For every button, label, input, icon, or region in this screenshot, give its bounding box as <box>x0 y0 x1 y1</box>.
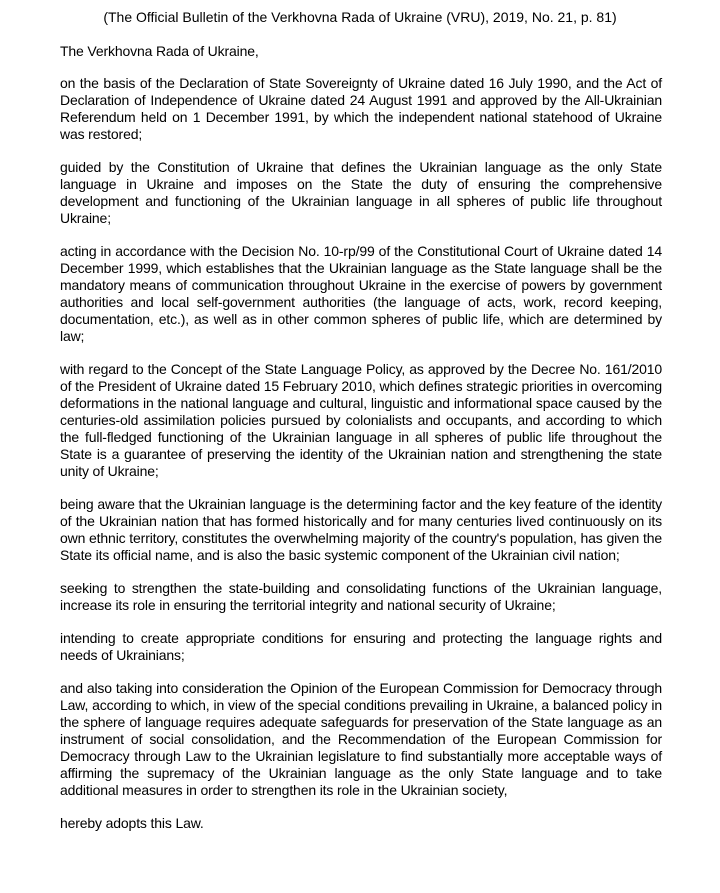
preamble-paragraph: intending to create appropriate conditions for ensuring and protecting the language rights and needs of Ukrainians; <box>60 630 662 663</box>
preamble-paragraph: guided by the Constitution of Ukraine that defines the Ukrainian language as the only State language in Ukraine and imposes on the State the duty of ensuring the comprehensive development and functioning of the Ukrainian language in all spheres of public life throughout Ukraine; <box>60 159 662 226</box>
preamble-paragraph: being aware that the Ukrainian language is the determining factor and the key feature of the identity of the Ukrainian nation that has formed historically and for many centuries lived continuously on its own ethnic territory, constitutes the overwhelming majority of the country's population, has given the State its official name, and is also the basic systemic component of the Ukrainian civil nation; <box>60 496 662 563</box>
opening-line: The Verkhovna Rada of Ukraine, <box>60 43 259 59</box>
bulletin-reference: (The Official Bulletin of the Verkhovna Rada of Ukraine (VRU), 2019, No. 21, p. 81) <box>103 9 617 25</box>
preamble-paragraph: with regard to the Concept of the State Language Policy, as approved by the Decree No. 161/2010 of the President of Ukraine dated 15 February 2010, which defines strategic priorities in overcoming deformations in the national language and cultural, linguistic and informational space caused by the centuries-old assimilation policies pursued by colonialists and occupants, and according to which the full-fledged functioning of the Ukrainian language in all spheres of public life throughout the State is a guarantee of preserving the identity of the Ukrainian nation and strengthening the state unity of Ukraine; <box>60 361 662 479</box>
law-preamble <box>60 43 662 832</box>
preamble-paragraph: and also taking into consideration the Opinion of the European Commission for Democracy through Law, according to which, in view of the special conditions prevailing in Ukraine, a balanced policy in the sphere of language requires adequate safeguards for preservation of the State language as an instrument of social consolidation, and the Recommendation of the European Commission for Democracy through Law to the Ukrainian legislature to find substantially more acceptable ways of affirming the supremacy of the Ukrainian language as the only State language and to take additional measures in order to strengthen its role in the Ukrainian society, <box>60 680 662 798</box>
preamble-paragraph: acting in accordance with the Decision No. 10-rp/99 of the Constitutional Court of Ukraine dated 14 December 1999, which establishes that the Ukrainian language as the State language shall be the mandatory means of communication throughout Ukraine in the exercise of powers by government authorities and local self-government authorities (the language of acts, work, record keeping, documentation, etc.), as well as in other common spheres of public life, which are determined by law; <box>60 243 662 344</box>
preamble-paragraph: on the basis of the Declaration of State Sovereignty of Ukraine dated 16 July 1990, and the Act of Declaration of Independence of Ukraine dated 24 August 1991 and approved by the All-Ukrainian Referendum held on 1 December 1991, by which the independent national statehood of Ukraine was restored; <box>60 75 662 142</box>
preamble-paragraph: seeking to strengthen the state-building and consolidating functions of the Ukrainian language, increase its role in ensuring the territorial integrity and national security of Ukraine; <box>60 580 662 613</box>
closing-line: hereby adopts this Law. <box>60 815 204 831</box>
